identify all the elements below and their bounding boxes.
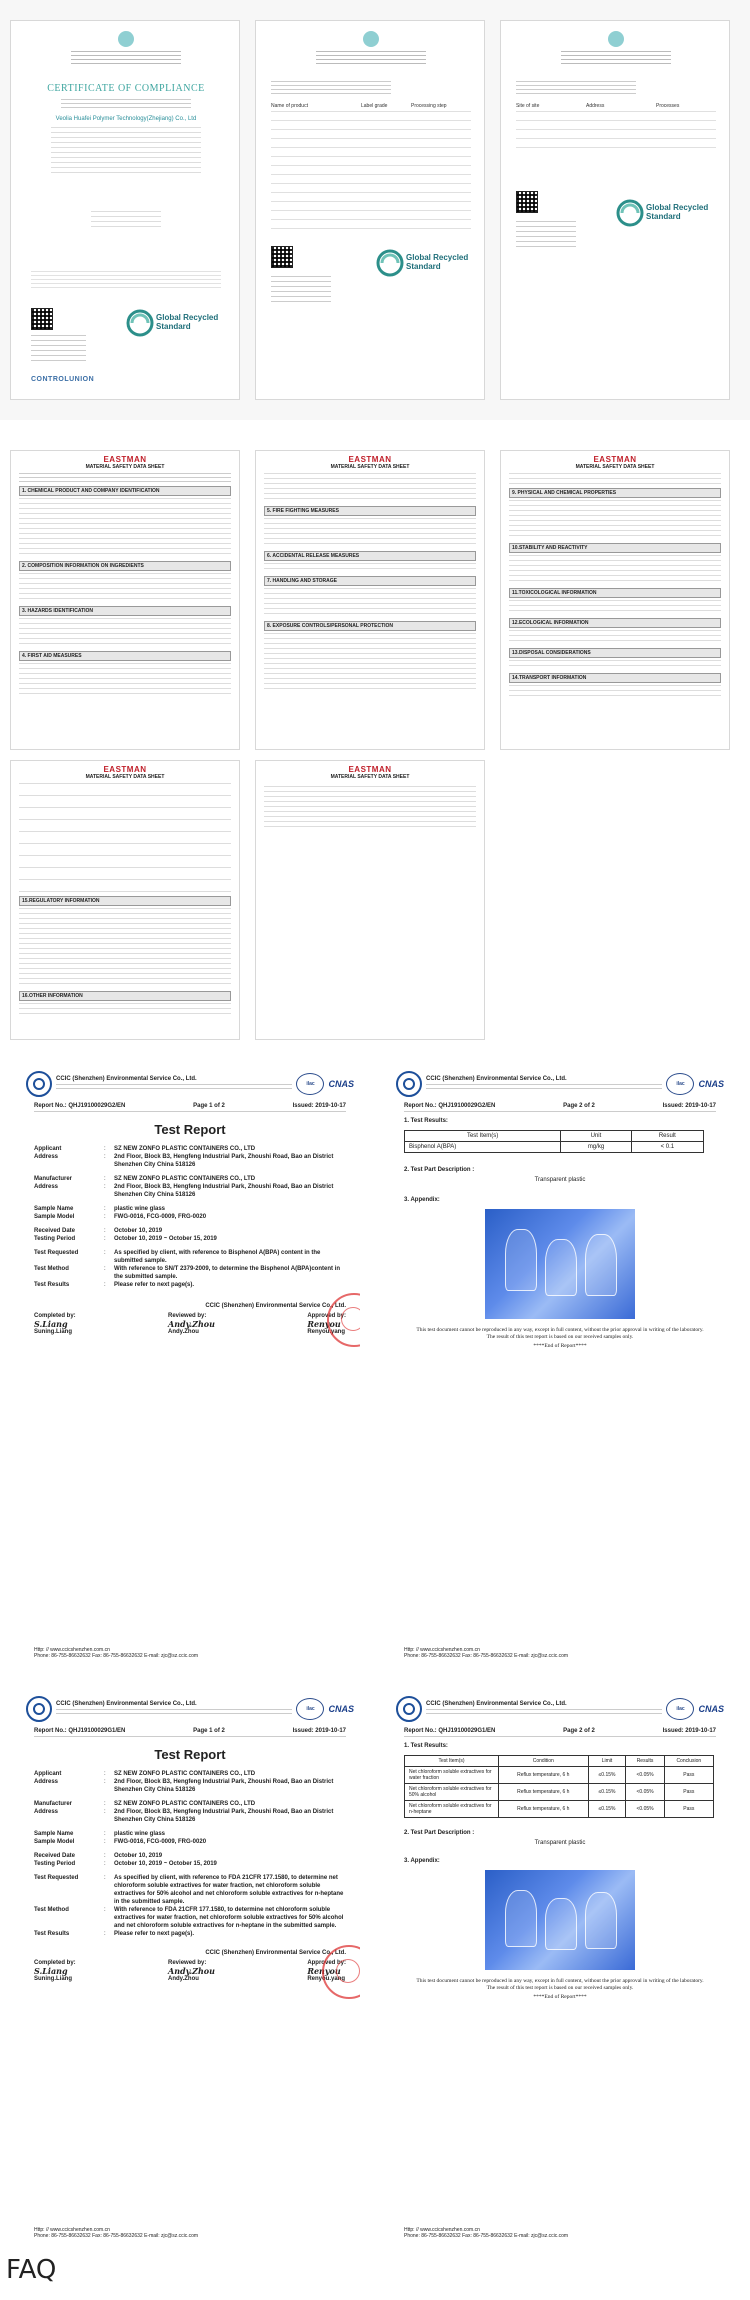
ccic-logo-icon — [396, 1696, 422, 1722]
field-label: Sample Model — [34, 1214, 75, 1220]
table-header: Test Item(s) — [405, 1756, 499, 1767]
lab-signature-line: CCIC (Shenzhen) Environmental Service Co., Ltd. — [205, 1303, 346, 1309]
report-field-row — [34, 1778, 346, 1794]
table-row — [405, 1801, 714, 1818]
field-label: Test Results — [34, 1931, 70, 1937]
ccic-logo-icon — [396, 1071, 422, 1097]
sheet-subtitle: MATERIAL SAFETY DATA SHEET — [85, 464, 165, 470]
qr-code-icon — [31, 308, 53, 330]
report-field-row — [34, 1770, 346, 1778]
field-colon: : — [104, 1907, 106, 1913]
table-cell: mg/kg — [561, 1142, 631, 1153]
report-number: QHJ19100029G2/EN — [68, 1103, 126, 1109]
field-label: Address — [34, 1184, 59, 1190]
field-colon: : — [104, 1228, 106, 1234]
table-cell: Net chloroform soluble extractives for 50% alcohol — [405, 1784, 499, 1801]
report-no-label: Report No.: — [34, 1728, 67, 1734]
faq-heading: FAQ — [6, 2255, 57, 2285]
issued-date: 2019-10-17 — [685, 1728, 716, 1734]
section-heading: 11.TOXICOLOGICAL INFORMATION — [509, 588, 721, 598]
report-number: QHJ19100029G1/EN — [68, 1728, 126, 1734]
appendix-heading: 3. Appendix: — [404, 1858, 440, 1864]
sheet-subtitle: MATERIAL SAFETY DATA SHEET — [330, 774, 410, 780]
approved-by-label: Approved by: — [307, 1960, 346, 1966]
field-value: As specified by client, with reference to FDA 21CFR 177.1580, to determine net chloroform soluble extractives for water fraction, net chloroform soluble extractives for 50% alcohol and net chloroform soluble extractives for n-heptane in the submitted sample. — [114, 1875, 344, 1905]
table-cell: Net chloroform soluble extractives for water fraction — [405, 1767, 499, 1784]
ilac-mra-logo: ilac — [296, 1698, 324, 1720]
field-label: Test Results — [34, 1282, 70, 1288]
report-field-row — [34, 1145, 346, 1153]
section-heading: 1. CHEMICAL PRODUCT AND COMPANY IDENTIFICATION — [19, 486, 231, 496]
section-heading: 4. FIRST AID MEASURES — [19, 651, 231, 661]
field-colon: : — [104, 1266, 106, 1272]
field-value: 2nd Floor, Block B3, Hengfeng Industrial Park, Zhoushi Road, Bao an District Shenzhen City China 518126 — [114, 1779, 334, 1793]
report-field-row — [34, 1265, 346, 1281]
table-cell: Net chloroform soluble extractives for n-heptane — [405, 1801, 499, 1818]
results-table — [404, 1130, 704, 1153]
test-report-fda-section — [0, 1690, 750, 2250]
grs-certificate-page-2 — [255, 20, 485, 400]
section-heading: 3. HAZARDS IDENTIFICATION — [19, 606, 231, 616]
table-cell: Pass — [664, 1784, 713, 1801]
field-colon: : — [104, 1184, 106, 1190]
field-value: October 10, 2019 ~ October 15, 2019 — [114, 1861, 217, 1867]
field-label: Address — [34, 1809, 59, 1815]
report-field-row — [34, 1860, 346, 1868]
field-label: Testing Period — [34, 1861, 76, 1867]
bpa-report-page-1 — [20, 1065, 360, 1665]
field-colon: : — [104, 1214, 106, 1220]
table-header: Result — [631, 1131, 703, 1142]
field-label: Applicant — [34, 1146, 62, 1152]
column-header: Address — [586, 103, 605, 109]
issued-date: 2019-10-17 — [315, 1103, 346, 1109]
field-value: October 10, 2019 ~ October 15, 2019 — [114, 1236, 217, 1242]
table-cell: ≤0.15% — [588, 1801, 626, 1818]
report-field-row — [34, 1808, 346, 1824]
field-colon: : — [104, 1282, 106, 1288]
table-cell: Bisphenol A(BPA) — [405, 1142, 561, 1153]
certificate-title: CERTIFICATE OF COMPLIANCE — [47, 83, 205, 94]
table-row — [405, 1784, 714, 1801]
table-cell: Reflux temperature, 6 h — [499, 1784, 589, 1801]
field-value: With reference to SN/T 2379-2009, to determine the Bisphenol A(BPA)content in the submitted sample. — [114, 1266, 340, 1280]
table-cell: <0.05% — [626, 1784, 664, 1801]
grs-certificate-page-1 — [10, 20, 240, 400]
lab-name: CCIC (Shenzhen) Environmental Service Co., Ltd. — [56, 1701, 197, 1707]
grs-standard-label: Global Recycled Standard — [646, 203, 709, 221]
report-title: Test Report — [154, 1122, 226, 1137]
qr-code-icon — [516, 191, 538, 213]
field-label: Address — [34, 1154, 59, 1160]
disclaimer-text: This test document cannot be reproduced in any way, except in full content, without the prior approval in writing of the laboratory. The result of this test report is based on our received samples only. — [416, 1978, 704, 1991]
field-label: Applicant — [34, 1771, 62, 1777]
certified-company: Veolia Huafei Polymer Technology(Zhejiang) Co., Ltd — [55, 116, 197, 122]
field-value: SZ NEW ZONFO PLASTIC CONTAINERS CO., LTD — [114, 1771, 256, 1777]
field-colon: : — [104, 1154, 106, 1160]
results-heading: 1. Test Results: — [404, 1118, 448, 1124]
fda-report-page-2 — [390, 1690, 730, 2245]
results-heading: 1. Test Results: — [404, 1743, 448, 1749]
table-header: Conclusion — [664, 1756, 713, 1767]
signer-name: Andy.Zhou — [168, 1329, 199, 1335]
ilac-mra-logo: ilac — [666, 1073, 694, 1095]
results-table — [404, 1755, 714, 1818]
eastman-logo: EASTMAN — [593, 455, 637, 464]
ilac-mra-logo: ilac — [296, 1073, 324, 1095]
msds-section — [0, 440, 750, 1050]
table-cell: Reflux temperature, 6 h — [499, 1801, 589, 1818]
report-field-row — [34, 1800, 346, 1808]
cnas-logo: CNAS — [328, 1704, 354, 1714]
report-no-label: Report No.: — [34, 1103, 67, 1109]
field-value: plastic wine glass — [114, 1831, 166, 1837]
page-indicator: Page 1 of 2 — [193, 1728, 225, 1734]
section-heading: 13.DISPOSAL CONSIDERATIONS — [509, 648, 721, 658]
section-heading: 5. FIRE FIGHTING MEASURES — [264, 506, 476, 516]
signature-image: S.Liang — [34, 1966, 68, 1976]
part-description-heading: 2. Test Part Description : — [404, 1830, 475, 1836]
section-heading: 12.ECOLOGICAL INFORMATION — [509, 618, 721, 628]
signer-name: Andy.Zhou — [168, 1976, 199, 1982]
field-value: FWG-0016, FCG-0009, FRG-0020 — [114, 1839, 207, 1845]
field-label: Address — [34, 1779, 59, 1785]
test-report-bpa-section — [0, 1065, 750, 1675]
grs-standard-label: Global Recycled Standard — [156, 313, 219, 331]
footer-url: Http: // www.ccicshenzhen.com.cn — [404, 1647, 480, 1653]
report-field-row — [34, 1830, 346, 1838]
report-no-label: Report No.: — [404, 1103, 437, 1109]
field-colon: : — [104, 1875, 106, 1881]
report-no-label: Report No.: — [404, 1728, 437, 1734]
field-value: October 10, 2019 — [114, 1853, 163, 1859]
section-heading: 6. ACCIDENTAL RELEASE MEASURES — [264, 551, 476, 561]
field-value: 2nd Floor, Block B3, Hengfeng Industrial Park, Zhoushi Road, Bao an District Shenzhen City China 518126 — [114, 1154, 334, 1168]
field-colon: : — [104, 1839, 106, 1845]
field-value: SZ NEW ZONFO PLASTIC CONTAINERS CO., LTD — [114, 1146, 256, 1152]
table-cell: Pass — [664, 1801, 713, 1818]
logo-icon — [118, 31, 134, 47]
ilac-mra-logo: ilac — [666, 1698, 694, 1720]
field-value: plastic wine glass — [114, 1206, 166, 1212]
controlunion-logo: CONTROLUNION — [31, 376, 95, 383]
table-cell: <0.05% — [626, 1801, 664, 1818]
signer-name: Suning.Liang — [34, 1329, 72, 1335]
table-row — [405, 1767, 714, 1784]
grs-certificate-page-3 — [500, 20, 730, 400]
field-label: Sample Name — [34, 1206, 74, 1212]
grs-standard-label: Global Recycled Standard — [406, 253, 469, 271]
eastman-logo: EASTMAN — [348, 455, 392, 464]
report-field-row — [34, 1213, 346, 1221]
report-title: Test Report — [154, 1747, 226, 1762]
cnas-logo: CNAS — [698, 1079, 724, 1089]
column-header: Processes — [656, 103, 680, 109]
end-of-report: ****End of Report**** — [533, 1343, 587, 1349]
reviewed-by-label: Reviewed by: — [168, 1313, 207, 1319]
table-row — [405, 1142, 704, 1153]
completed-by-label: Completed by: — [34, 1960, 76, 1966]
part-description: Transparent plastic — [534, 1177, 586, 1183]
certificates-section — [0, 0, 750, 420]
signer-name: Renyou.yang — [307, 1976, 345, 1982]
field-value: Please refer to next page(s). — [114, 1282, 195, 1288]
report-field-row — [34, 1874, 346, 1906]
page-indicator: Page 2 of 2 — [563, 1103, 595, 1109]
msds-page-2 — [255, 450, 485, 750]
signature-image: Andy.Zhou — [168, 1966, 215, 1976]
field-colon: : — [104, 1853, 106, 1859]
report-field-row — [34, 1906, 346, 1930]
signature-image: S.Liang — [34, 1319, 68, 1329]
eastman-logo: EASTMAN — [103, 765, 147, 774]
official-seal-stamp — [327, 1293, 360, 1347]
signature-image: Renyou — [307, 1966, 341, 1976]
field-colon: : — [104, 1206, 106, 1212]
msds-page-4 — [10, 760, 240, 1040]
report-number: QHJ19100029G1/EN — [438, 1728, 496, 1734]
issued-label: Issued: — [662, 1728, 684, 1734]
report-field-row — [34, 1281, 346, 1289]
field-label: Test Method — [34, 1266, 69, 1272]
footer-url: Http: // www.ccicshenzhen.com.cn — [34, 1647, 110, 1653]
footer-contact: Phone: 86-755-86632632 Fax: 86-755-86632632 E-mail: zjc@sz.ccic.com — [34, 1653, 199, 1659]
sheet-subtitle: MATERIAL SAFETY DATA SHEET — [85, 774, 165, 780]
field-colon: : — [104, 1771, 106, 1777]
lab-signature-line: CCIC (Shenzhen) Environmental Service Co., Ltd. — [205, 1950, 346, 1956]
sheet-subtitle: MATERIAL SAFETY DATA SHEET — [575, 464, 655, 470]
section-heading: 2. COMPOSITION INFORMATION ON INGREDIENTS — [19, 561, 231, 571]
field-label: Received Date — [34, 1228, 76, 1234]
msds-page-5 — [255, 760, 485, 1040]
table-header: Test Item(s) — [405, 1131, 561, 1142]
page-indicator: Page 1 of 2 — [193, 1103, 225, 1109]
column-header: Site of site — [516, 103, 540, 109]
field-colon: : — [104, 1146, 106, 1152]
section-heading: 10.STABILITY AND REACTIVITY — [509, 543, 721, 553]
field-colon: : — [104, 1801, 106, 1807]
footer-contact: Phone: 86-755-86632632 Fax: 86-755-86632632 E-mail: zjc@sz.ccic.com — [34, 2233, 199, 2239]
report-field-row — [34, 1153, 346, 1169]
field-label: Manufacturer — [34, 1801, 73, 1807]
signature-image: Andy.Zhou — [168, 1319, 215, 1329]
field-colon: : — [104, 1861, 106, 1867]
report-field-row — [34, 1930, 346, 1938]
footer-url: Http: // www.ccicshenzhen.com.cn — [404, 2227, 480, 2233]
issued-label: Issued: — [662, 1103, 684, 1109]
section-heading: 8. EXPOSURE CONTROLS/PERSONAL PROTECTION — [264, 621, 476, 631]
msds-page-3 — [500, 450, 730, 750]
issued-date: 2019-10-17 — [315, 1728, 346, 1734]
report-fields — [20, 1770, 360, 1938]
lab-name: CCIC (Shenzhen) Environmental Service Co., Ltd. — [426, 1076, 567, 1082]
field-label: Test Requested — [34, 1875, 79, 1881]
lab-name: CCIC (Shenzhen) Environmental Service Co., Ltd. — [56, 1076, 197, 1082]
field-value: With reference to FDA 21CFR 177.1580, to determine net chloroform soluble extractives for water fraction, net chloroform soluble extractives for 50% alcohol and net chloroform soluble extractives for n-heptane in the submitted sample. — [114, 1907, 344, 1929]
logo-icon — [608, 31, 624, 47]
field-label: Received Date — [34, 1853, 76, 1859]
field-value: Please refer to next page(s). — [114, 1931, 195, 1937]
field-label: Sample Name — [34, 1831, 74, 1837]
field-colon: : — [104, 1931, 106, 1937]
table-cell: Reflux temperature, 6 h — [499, 1767, 589, 1784]
column-header: Processing step — [411, 103, 447, 109]
qr-code-icon — [271, 246, 293, 268]
report-number: QHJ19100029G2/EN — [438, 1103, 496, 1109]
report-field-row — [34, 1235, 346, 1243]
report-field-row — [34, 1852, 346, 1860]
signer-name: Renyou.yang — [307, 1329, 345, 1335]
official-seal-stamp — [322, 1945, 360, 1999]
msds-page-1 — [10, 450, 240, 750]
field-label: Manufacturer — [34, 1176, 73, 1182]
table-header: Condition — [499, 1756, 589, 1767]
field-value: 2nd Floor, Block B3, Hengfeng Industrial Park, Zhoushi Road, Bao an District Shenzhen City China 518126 — [114, 1184, 334, 1198]
section-heading: 15.REGULATORY INFORMATION — [19, 896, 231, 906]
table-cell: Pass — [664, 1767, 713, 1784]
table-header: Unit — [561, 1131, 631, 1142]
field-label: Test Requested — [34, 1250, 79, 1256]
section-heading: 9. PHYSICAL AND CHEMICAL PROPERTIES — [509, 488, 721, 498]
report-fields — [20, 1145, 360, 1289]
section-heading: 14.TRANSPORT INFORMATION — [509, 673, 721, 683]
page-indicator: Page 2 of 2 — [563, 1728, 595, 1734]
disclaimer-text: This test document cannot be reproduced in any way, except in full content, without the prior approval in writing of the laboratory. The result of this test report is based on our received samples only. — [416, 1327, 704, 1340]
sample-photo — [485, 1870, 635, 1970]
report-field-row — [34, 1183, 346, 1199]
table-cell: ≤0.15% — [588, 1767, 626, 1784]
lab-name: CCIC (Shenzhen) Environmental Service Co., Ltd. — [426, 1701, 567, 1707]
field-colon: : — [104, 1236, 106, 1242]
logo-icon — [363, 31, 379, 47]
section-heading: 7. HANDLING AND STORAGE — [264, 576, 476, 586]
issued-date: 2019-10-17 — [685, 1103, 716, 1109]
cnas-logo: CNAS — [698, 1704, 724, 1714]
eastman-logo: EASTMAN — [103, 455, 147, 464]
column-header: Label grade — [361, 103, 388, 109]
report-field-row — [34, 1838, 346, 1846]
field-colon: : — [104, 1779, 106, 1785]
bpa-report-page-2 — [390, 1065, 730, 1665]
column-header: Name of product — [271, 103, 308, 109]
footer-contact: Phone: 86-755-86632632 Fax: 86-755-86632632 E-mail: zjc@sz.ccic.com — [404, 2233, 569, 2239]
issued-label: Issued: — [292, 1728, 314, 1734]
report-field-row — [34, 1205, 346, 1213]
issued-label: Issued: — [292, 1103, 314, 1109]
field-label: Sample Model — [34, 1839, 75, 1845]
footer-contact: Phone: 86-755-86632632 Fax: 86-755-86632632 E-mail: zjc@sz.ccic.com — [404, 1653, 569, 1659]
report-field-row — [34, 1249, 346, 1265]
field-label: Test Method — [34, 1907, 69, 1913]
table-header: Results — [626, 1756, 664, 1767]
table-header: Limit — [588, 1756, 626, 1767]
field-value: SZ NEW ZONFO PLASTIC CONTAINERS CO., LTD — [114, 1801, 256, 1807]
report-field-row — [34, 1175, 346, 1183]
field-label: Testing Period — [34, 1236, 76, 1242]
field-colon: : — [104, 1809, 106, 1815]
end-of-report: ****End of Report**** — [533, 1994, 587, 2000]
field-colon: : — [104, 1176, 106, 1182]
section-heading: 16.OTHER INFORMATION — [19, 991, 231, 1001]
table-cell: <0.05% — [626, 1767, 664, 1784]
part-description-heading: 2. Test Part Description : — [404, 1167, 475, 1173]
reviewed-by-label: Reviewed by: — [168, 1960, 207, 1966]
field-colon: : — [104, 1250, 106, 1256]
fda-report-page-1 — [20, 1690, 360, 2245]
footer-url: Http: // www.ccicshenzhen.com.cn — [34, 2227, 110, 2233]
field-value: October 10, 2019 — [114, 1228, 163, 1234]
completed-by-label: Completed by: — [34, 1313, 76, 1319]
field-value: SZ NEW ZONFO PLASTIC CONTAINERS CO., LTD — [114, 1176, 256, 1182]
ccic-logo-icon — [26, 1696, 52, 1722]
field-value: As specified by client, with reference to Bisphenol A(BPA) content in the submitted sample. — [114, 1250, 321, 1264]
signature-image: Renyou — [307, 1319, 341, 1329]
field-value: FWG-0016, FCG-0009, FRG-0020 — [114, 1214, 207, 1220]
appendix-heading: 3. Appendix: — [404, 1197, 440, 1203]
field-value: 2nd Floor, Block B3, Hengfeng Industrial Park, Zhoushi Road, Bao an District Shenzhen City China 518126 — [114, 1809, 334, 1823]
sheet-subtitle: MATERIAL SAFETY DATA SHEET — [330, 464, 410, 470]
field-colon: : — [104, 1831, 106, 1837]
cnas-logo: CNAS — [328, 1079, 354, 1089]
sample-photo — [485, 1209, 635, 1319]
part-description: Transparent plastic — [534, 1840, 586, 1846]
eastman-logo: EASTMAN — [348, 765, 392, 774]
signer-name: Suning.Liang — [34, 1976, 72, 1982]
table-cell: < 0.1 — [631, 1142, 703, 1153]
approved-by-label: Approved by: — [307, 1313, 346, 1319]
table-cell: ≤0.15% — [588, 1784, 626, 1801]
ccic-logo-icon — [26, 1071, 52, 1097]
report-field-row — [34, 1227, 346, 1235]
